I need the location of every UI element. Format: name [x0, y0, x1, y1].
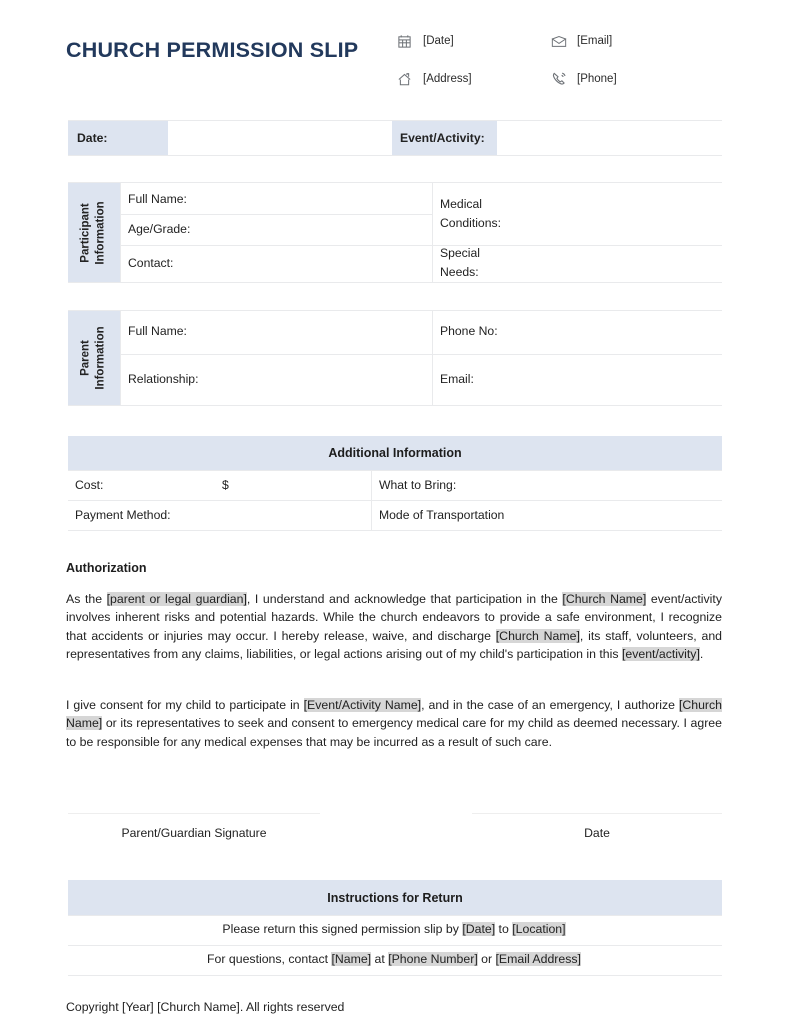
event-row-bottom-rule: [68, 155, 722, 156]
ret1-text-2: to: [495, 922, 513, 936]
header-contact-date: [396, 22, 546, 60]
participant-contact-label: Contact:: [128, 256, 174, 270]
participant-medical-conditions-label-line1: Medical: [440, 197, 482, 211]
header-contact-address: [396, 60, 546, 98]
auth-p2-text-1: I give consent for my child to participate in: [66, 698, 304, 712]
auth-p1-text-2: , I understand and acknowledge that participation in the: [246, 592, 563, 606]
copyright-footer: Copyright [Year] [Church Name]. All rights reserved: [66, 1000, 345, 1014]
auth-p2-text-3: or its representatives to seek and consent to emergency medical care for my child as deemed necessary. I agree to be responsible for any medical expenses that may be incurred as a result of such care.: [66, 716, 722, 749]
header-contact-email-text: [Email]: [577, 35, 613, 47]
participant-table-top-rule: [68, 182, 722, 183]
parent-table-top-rule: [68, 310, 722, 311]
auth-p2-placeholder-church: [Church Name]: [66, 698, 723, 731]
parent-full-name-label: Full Name:: [128, 324, 187, 338]
signature-date-line[interactable]: [472, 813, 722, 814]
header-contact-phone-text: [Phone]: [577, 73, 617, 85]
additional-information-banner: Additional Information: [68, 436, 722, 470]
auth-p1-text-3: event/activity involves inherent risks and potential hazards. While the church endeavors to provide a safe environment, I recognize that accidents or injuries may occur. I hereby release, waive, and discharge: [66, 592, 722, 643]
instructions-rule-1: [68, 915, 722, 916]
participant-age-grade-label: Age/Grade:: [128, 222, 191, 236]
email-icon: [550, 33, 567, 50]
auth-p1-placeholder-guardian: [parent or legal guardian]: [106, 592, 247, 606]
participant-special-needs-label-line1: Special: [440, 246, 480, 260]
header-contact-email: [550, 22, 700, 60]
participant-table-bottom-rule: [68, 282, 722, 283]
auth-p1-placeholder-church-2: [Church Name]: [495, 628, 580, 643]
ret2-placeholder-email: [Email Address]: [495, 952, 581, 966]
parent-relationship-label: Relationship:: [128, 372, 199, 386]
participant-vertical-line2: Information: [95, 200, 107, 265]
participant-left-divider: [120, 183, 121, 282]
additional-rule-1: [68, 470, 722, 471]
ret2-text-2: at: [371, 952, 389, 966]
parent-left-divider: [120, 311, 121, 405]
participant-rule-2: [120, 245, 722, 246]
parent-table-bottom-rule: [68, 405, 722, 406]
participant-vertical-line1: Participant: [80, 202, 92, 263]
participant-medical-conditions-label-line2: Conditions:: [440, 216, 501, 230]
participant-rule-1: [120, 214, 432, 215]
date-label: Date:: [77, 131, 108, 145]
header-contact-phone: [550, 60, 700, 98]
auth-p1-placeholder-event: [event/activity]: [621, 646, 700, 661]
address-home-icon: [396, 71, 413, 88]
page-title: CHURCH PERMISSION SLIP: [66, 38, 359, 62]
ret1-text-1: Please return this signed permission slip by: [222, 922, 463, 936]
ret1-placeholder-date: [Date]: [462, 922, 496, 936]
header-contact-address-text: [Address]: [423, 73, 472, 85]
cost-currency-symbol: $: [222, 478, 229, 492]
parent-signature-caption: Parent/Guardian Signature: [121, 826, 267, 840]
authorization-paragraph-2: [66, 696, 722, 751]
event-activity-label: Event/Activity:: [400, 131, 485, 145]
parent-vertical-line2: Information: [95, 326, 107, 390]
instructions-rule-2: [68, 945, 722, 946]
header-contact-date-text: [Date]: [423, 35, 454, 47]
instructions-banner: Instructions for Return: [68, 880, 722, 915]
parent-signature-line[interactable]: [68, 813, 320, 814]
participant-mid-divider: [432, 183, 433, 282]
auth-p1-text-4: , its staff, volunteers, and representatives from any claims, liabilities, or legal actions arising out of my child's participation in this: [66, 628, 722, 661]
instructions-rule-3: [68, 975, 722, 976]
parent-mid-divider: [432, 311, 433, 405]
cost-label: Cost:: [75, 478, 104, 492]
auth-p1-text-1: As the: [66, 592, 107, 606]
calendar-icon: [396, 33, 413, 50]
phone-icon: [550, 71, 567, 88]
additional-rule-3: [68, 530, 722, 531]
parent-email-label: Email:: [440, 372, 474, 386]
signature-date-caption: Date: [584, 826, 610, 840]
instructions-line-2: [66, 952, 722, 966]
parent-vertical-line1: Parent: [80, 340, 92, 376]
mode-of-transportation-label: Mode of Transportation: [379, 508, 505, 522]
parent-information-vertical-label: [68, 311, 120, 405]
what-to-bring-label: What to Bring:: [379, 478, 457, 492]
authorization-heading: Authorization: [66, 561, 147, 575]
additional-rule-2: [68, 500, 722, 501]
auth-p1-text-5: .: [699, 646, 704, 661]
ret2-text-1: For questions, contact: [207, 952, 332, 966]
participant-information-vertical-label: [68, 183, 120, 282]
parent-phone-no-label: Phone No:: [440, 324, 498, 338]
instructions-line-1: [66, 922, 722, 936]
participant-special-needs-label-line2: Needs:: [440, 265, 479, 279]
auth-p2-text-2: , and in the case of an emergency, I authorize: [421, 698, 679, 712]
ret2-placeholder-name: [Name]: [331, 952, 372, 966]
authorization-paragraph-1: [66, 590, 722, 663]
participant-full-name-label: Full Name:: [128, 192, 187, 206]
ret2-text-3: or: [477, 952, 496, 966]
ret2-placeholder-phone: [Phone Number]: [388, 952, 478, 966]
document-header: [0, 0, 791, 110]
header-contact-grid: [396, 22, 736, 98]
auth-p1-placeholder-church-1: [Church Name]: [562, 592, 647, 606]
ret1-placeholder-location: [Location]: [512, 922, 566, 936]
auth-p2-placeholder-event-name: [Event/Activity Name]: [303, 698, 422, 712]
payment-method-label: Payment Method:: [75, 508, 171, 522]
parent-rule-1: [120, 354, 722, 355]
